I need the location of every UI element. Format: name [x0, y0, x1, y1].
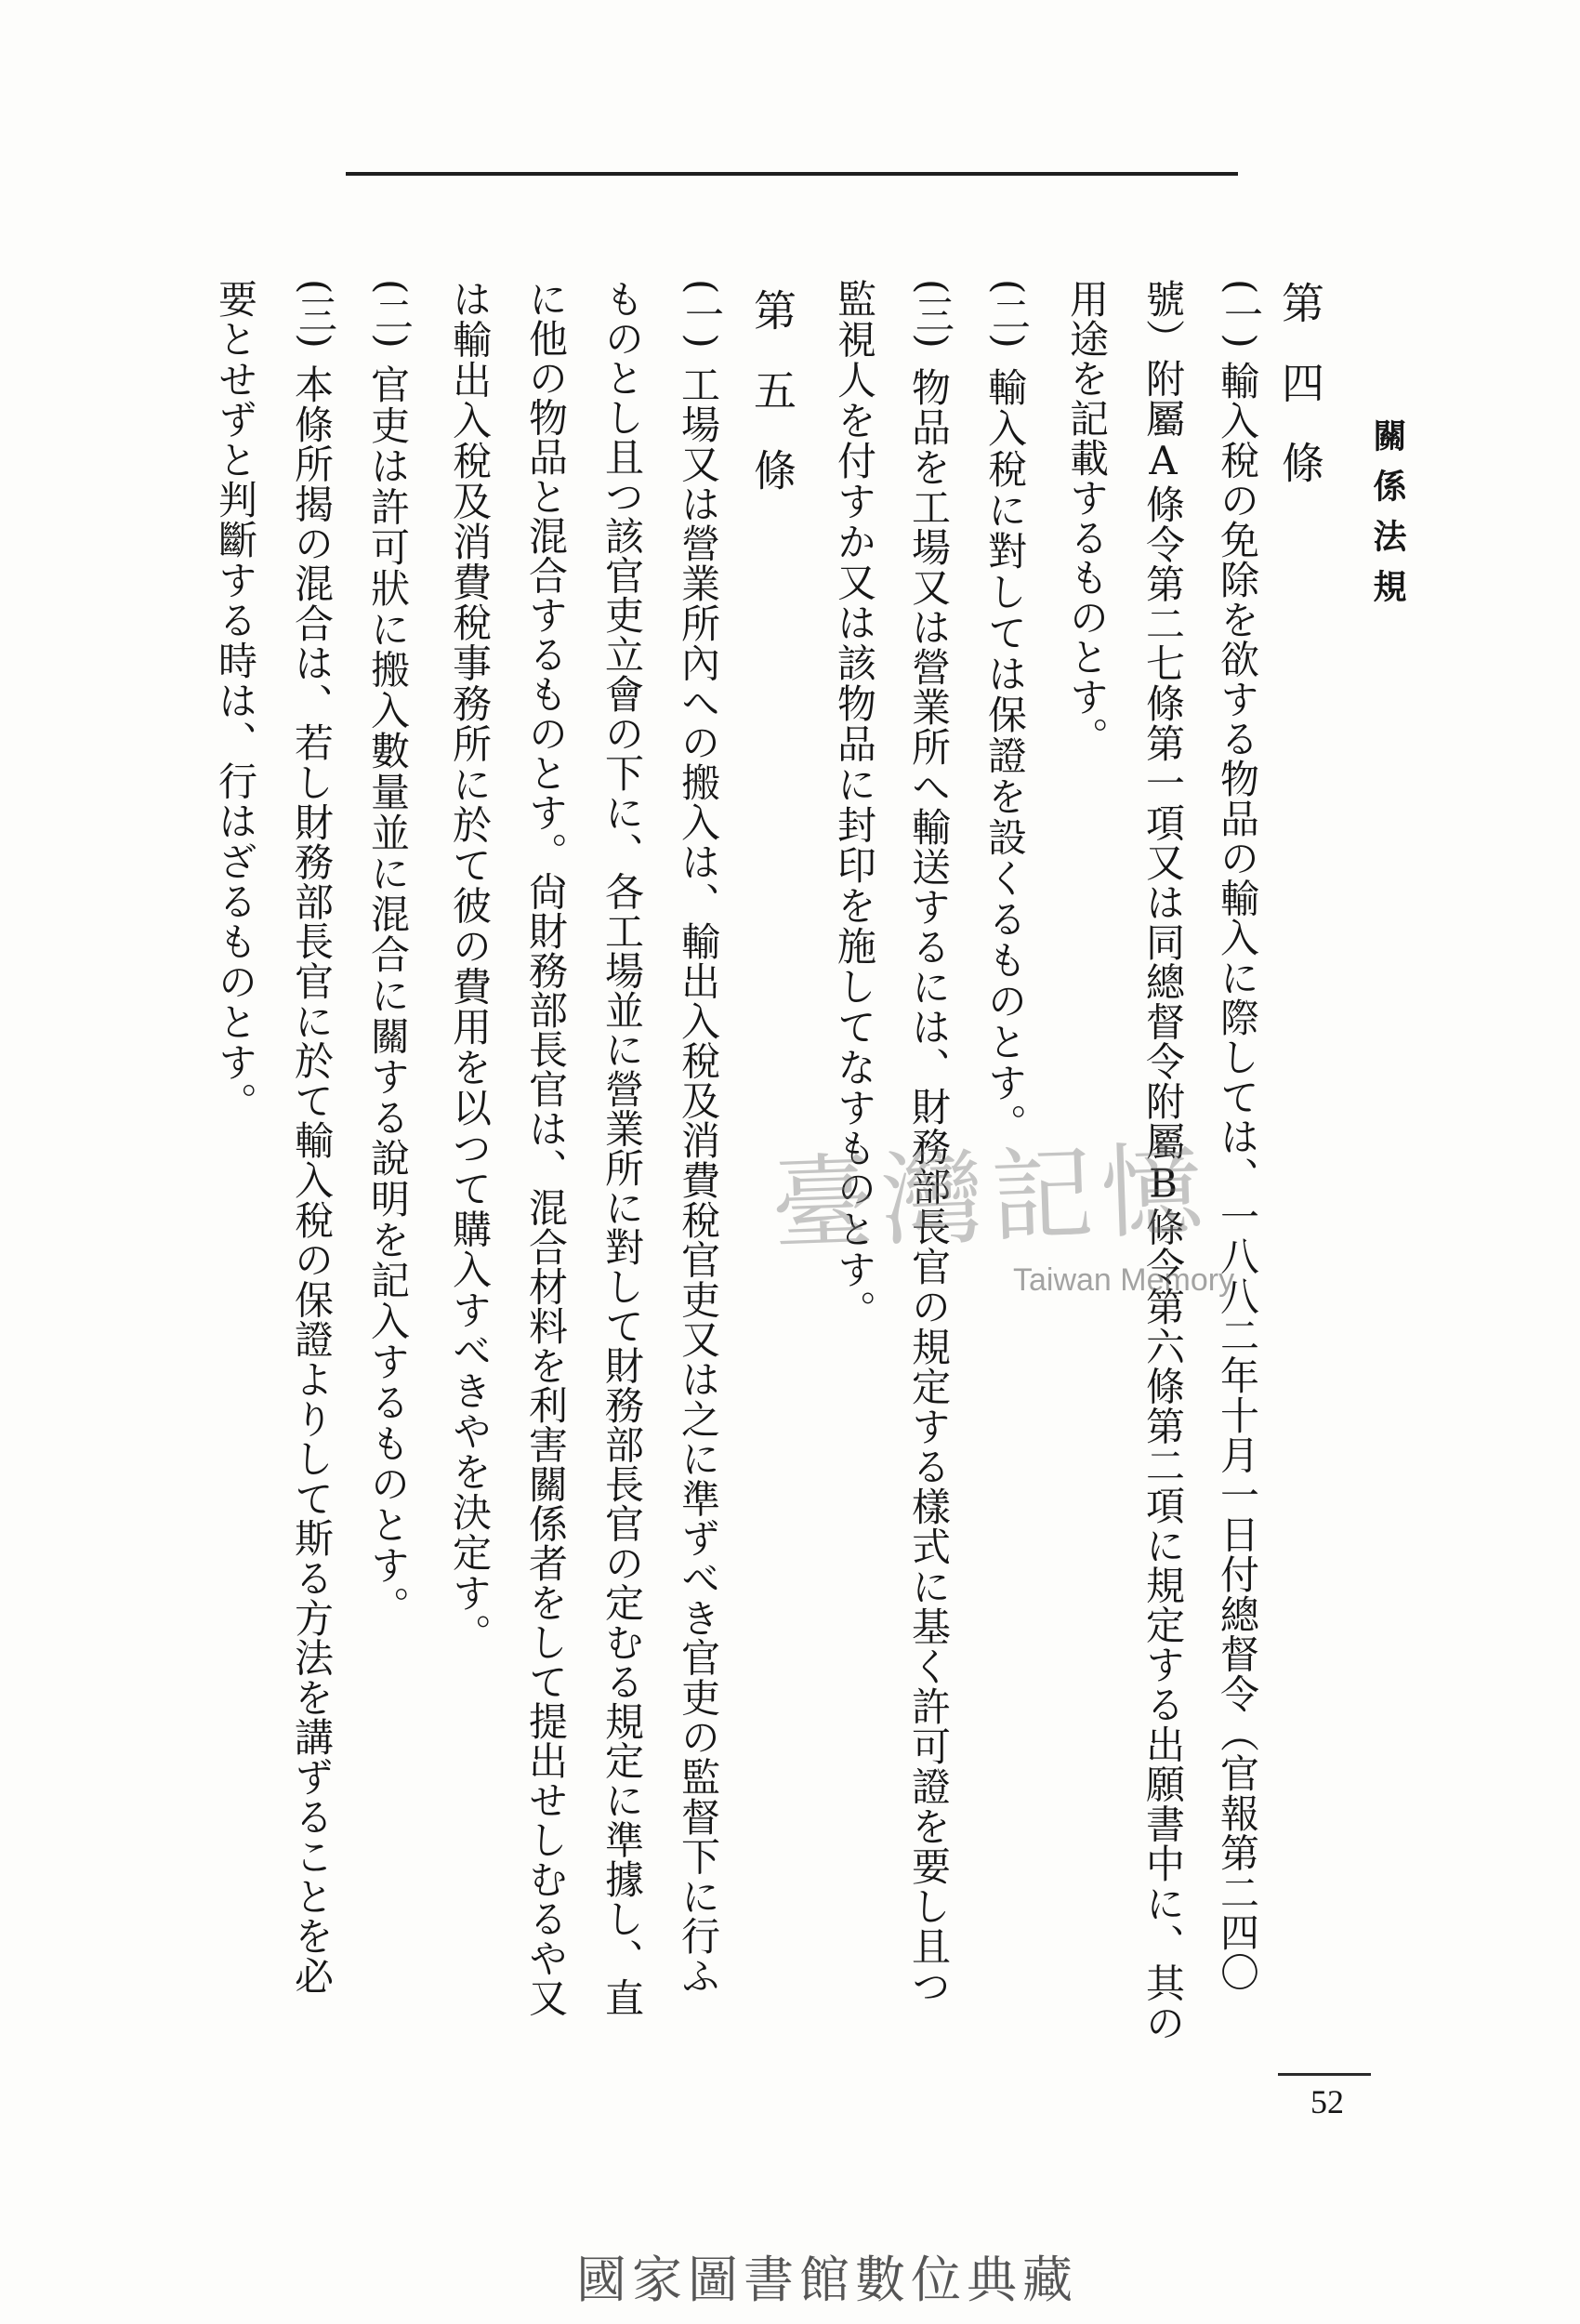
article-5-item-3-line-2: 要とせずと判斷する時は、行はざるものとす。 [213, 279, 258, 1123]
article-5-item-2-line-1: 官吏は許可狀に搬入數量並に混合に關する說明を記入するものとす。 [365, 364, 411, 1627]
article-5-item-3-line-1: 本條所揭の混合は、若し財務部長官に於て輸入稅の保證よりして斯る方法を講ずることを必 [289, 364, 335, 1996]
footer-collection-label: 國家圖書館數位典藏 [576, 2251, 1078, 2309]
watermark-logo: 臺灣記憶 [770, 1129, 1213, 1265]
article-4-item-1-line-1: 輸入稅の免除を欲する物品の輸入に際しては、一八八二年十月一日付總督令（官報第二四〇 [1215, 361, 1260, 1992]
article-5-item-1-line-3: に他の物品と混合するものとす。尙財務部長官は、混合材料を利害關係者をして提出せしむるや又 [523, 279, 569, 2017]
article-4-item-2-marker: (二) [986, 279, 1032, 349]
article-4-item-2-line-1: 輸入稅に對しては保證を設くるものとす。 [982, 367, 1028, 1144]
article-4-item-3-line-2: 監視人を付すか又は該物品に封印を施してなすものとす。 [832, 279, 877, 1330]
article-4-item-1-marker: (一) [1218, 279, 1264, 349]
article-5-item-1-line-4: は輸出入稅及消費稅事務所に於て彼の費用を以つて購入すべきやを決定す。 [447, 279, 493, 1654]
watermark-subtitle: Taiwan Memory [1013, 1262, 1235, 1298]
article-5-item-2-marker: (二) [369, 279, 415, 349]
article-5-item-1-line-1: 工場又は營業所內への搬入は、輸出入稅及消費稅官吏又は之に準ずべき官吏の監督下に行ふ [676, 364, 721, 1996]
article-4-item-3-marker: (三) [910, 279, 955, 349]
page-number-rule [1278, 2073, 1371, 2076]
article-4-heading: 第四條 [1275, 281, 1325, 521]
running-header: 關係法規 [1368, 418, 1407, 619]
page-number: 52 [1310, 2083, 1344, 2120]
article-4-item-3-line-1: 物品を工場又は營業所へ輸送するには、財務部長官の規定する樣式に基く許可證を要し且つ [906, 367, 952, 2006]
article-5-heading: 第五條 [747, 288, 797, 528]
article-4-item-1-line-2: 號）附屬A條令第二七條第一項又は同總督令附屬B條令第六條第二項に規定する出願書中に、其の [1140, 279, 1186, 2043]
top-rule [346, 172, 1238, 176]
article-5-item-3-marker: (三) [293, 279, 338, 349]
article-5-item-1-line-2: ものとし且つ該官吏立會の下に、各工場並に營業所に對して財務部長官の定むる規定に準據し、直 [599, 279, 645, 2017]
article-4-item-1-line-3: 用途を記載するものとす。 [1064, 279, 1110, 757]
article-5-item-1-marker: (一) [679, 279, 725, 349]
